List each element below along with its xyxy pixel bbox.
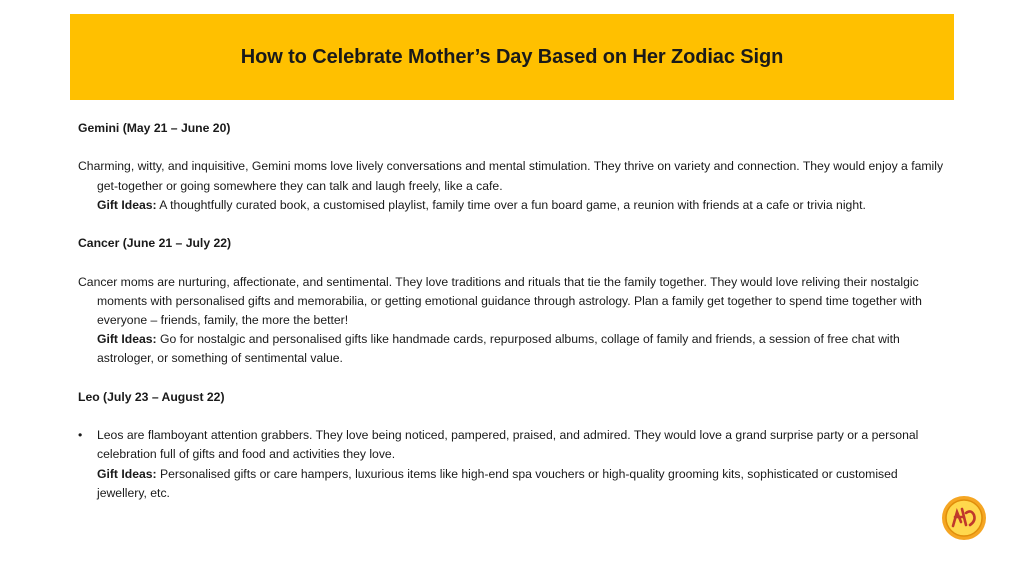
gift-ideas-label: Gift Ideas: [97,332,157,347]
bullet-icon: • [78,428,83,443]
gift-ideas-label: Gift Ideas: [97,197,157,212]
cancer-heading: Cancer (June 21 – July 22) [78,236,232,251]
leo-description: Leos are flamboyant attention grabbers. They love being noticed, pampered, praised, and admired. They would love a grand surprise party or a personal celebration full of gifts and food and activities they love. [97,428,919,462]
cancer-gift-ideas [78,330,944,368]
leo-gift-ideas [97,465,944,503]
zodiac-logo-icon [941,495,987,541]
page-title: How to Celebrate Mother’s Day Based on Her Zodiac Sign [240,45,784,68]
leo-bullet-item [78,426,944,503]
gemini-description: Charming, witty, and inquisitive, Gemini moms love lively conversations and mental stimulation. They thrive on variety and connection. They would enjoy a family get-together or going somewhere they can talk and laugh freely, like a cafe. [78,159,944,193]
title-banner [70,14,954,100]
cancer-description: Cancer moms are nurturing, affectionate, and sentimental. They love traditions and rituals that tie the family together. They would love reliving their nostalgic moments with personalised gifts and memorabilia, or getting emotional guidance through astrology. Plan a family get together to spend time together with everyone – friends, family, the more the better! [78,274,922,327]
cancer-gift-text: Go for nostalgic and personalised gifts like handmade cards, repurposed albums, collage of family and friends, a session of free chat with astrologer, or something of sentimental value. [97,332,900,366]
gemini-heading: Gemini (May 21 – June 20) [78,121,231,135]
main-content [78,119,944,503]
gift-ideas-label: Gift Ideas: [97,466,157,481]
leo-gift-text: Personalised gifts or care hampers, luxurious items like high-end spa vouchers or high-quality grooming kits, sophisticated or customised jewellery, etc. [97,466,898,500]
gemini-gift-text: A thoughtfully curated book, a customised playlist, family time over a fun board game, a reunion with friends at a cafe or trivia night. [156,197,866,212]
gemini-gift-ideas [78,196,944,215]
leo-heading: Leo (July 23 – August 22) [78,389,225,404]
